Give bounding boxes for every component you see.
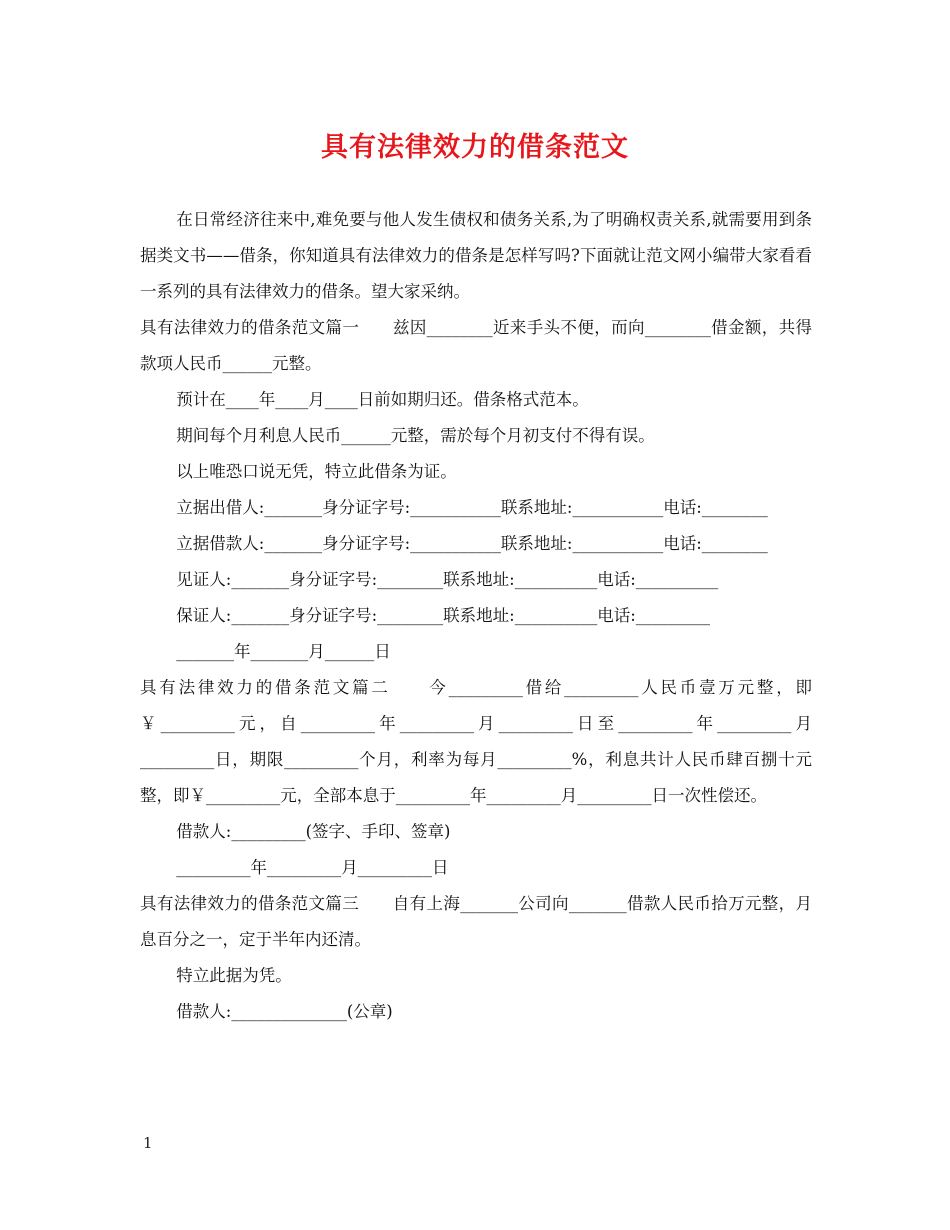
proof-paragraph: 以上唯恐口说无凭，特立此借条为证。	[176, 462, 457, 481]
document-title: 具有法律效力的借条范文	[321, 132, 629, 163]
evidence-paragraph: 特立此据为凭。	[176, 966, 292, 985]
company-seal-paragraph: 借款人:______________(公章)	[176, 1002, 393, 1021]
intro-paragraph: 在日常经济往来中,难免要与他人发生债权和债务关系,为了明确权责关系,就需要用到条据类文书——借条，你知道具有法律效力的借条是怎样写吗?下面就让范文网小编带大家看看一系列的具有法律效力的借条。望大家采纳。	[140, 210, 812, 301]
lender-info-paragraph: 立据出借人:_______身分证字号:___________联系地址:___________电话:________	[176, 498, 768, 517]
guarantor-info-paragraph: 保证人:_______身分证字号:________联系地址:__________电话:_________	[176, 606, 711, 625]
sample-three-paragraph: 具有法律效力的借条范文篇三 自有上海_______公司向_______借款人民币拾万元整，月息百分之一，定于半年内还清。	[140, 894, 812, 949]
repayment-date-paragraph: 预计在____年____月____日前如期归还。借条格式范本。	[176, 390, 589, 409]
interest-paragraph: 期间每个月利息人民币______元整，需於每个月初支付不得有误。	[176, 426, 655, 445]
borrower-signature-paragraph: 借款人:_________(签字、手印、签章)	[176, 822, 451, 841]
witness-info-paragraph: 见证人:_______身分证字号:________联系地址:__________电话:__________	[176, 570, 719, 589]
borrower-info-paragraph: 立据借款人:_______身分证字号:___________联系地址:___________电话:________	[176, 534, 768, 553]
date-paragraph: _______年_______月______日	[176, 642, 391, 661]
signature-date-paragraph: _________年_________月_________日	[176, 858, 449, 877]
document-body	[140, 202, 812, 1030]
sample-one-heading-paragraph: 具有法律效力的借条范文篇一 兹因________近来手头不便，而向________借金额，共得款项人民币______元整。	[140, 318, 813, 373]
sample-two-paragraph: 具有法律效力的借条范文篇二 今_________借给_________人民币壹万元整，即￥_________元，自_________年_________月_________日至_________年_________月_________日，期限_________个月，利率为每月_________%，利息共计人民币肆百捌十元整，即￥_________元，全部本息于_________年_________月_________日一次性偿还。	[140, 678, 812, 805]
page-number: 1	[143, 1134, 153, 1152]
